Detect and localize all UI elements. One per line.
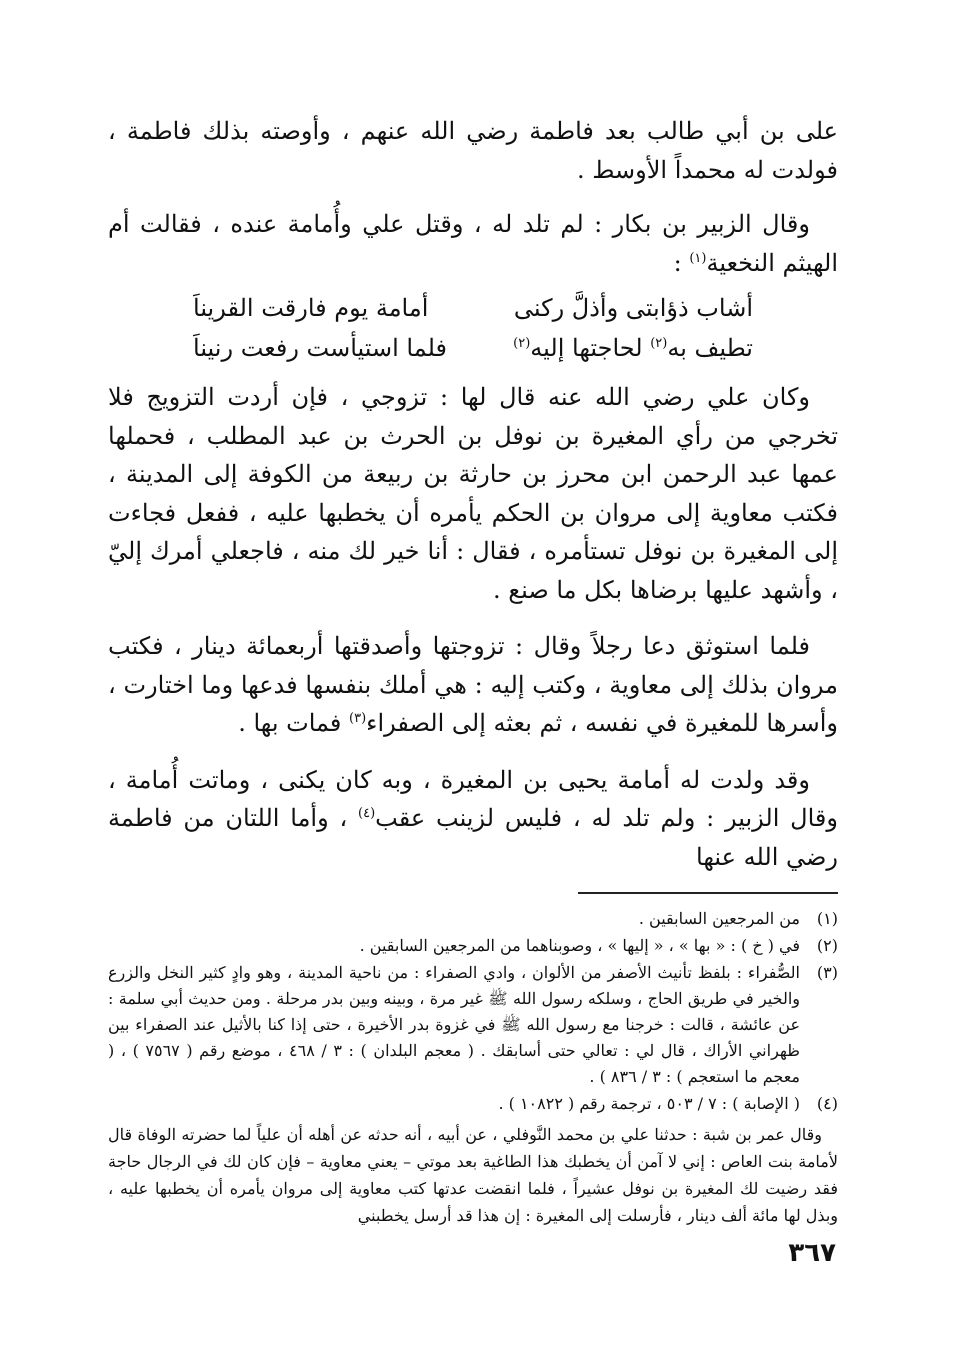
paragraph-2-end: : — [673, 248, 690, 277]
footnote-2 — [108, 933, 838, 959]
footnote-ref-3: (٣) — [349, 711, 367, 726]
footnote-1-text: من المرجعين السابقين . — [638, 909, 800, 928]
paragraph-2 — [108, 205, 838, 282]
poem-line-1-second-hemistich: أمامة يوم فارقت القريناَ — [193, 294, 429, 322]
page-number: ٣٦٧ — [788, 1238, 836, 1268]
poem-line-2-second-hemistich: فلما استيأست رفعت رنيناَ — [193, 334, 448, 362]
footnote-3-text: الصُّفراء : بلفظ تأنيث الأصفر من الألوان ، وادي الصفراء : من ناحية المدينة ، وهو وادٍ كثير النخل والزرع والخير في طريق الحاج ، وسلكه رسول الله ﷺ غير مرة ، وبينه وبين بدر مرحلة . ومن حديث أبي سلمة : عن عائشة ، قالت : خرجنا مع رسول الله ﷺ في غزوة بدر الأخيرة ، حتى إذا كنا بالأثيل عند الصفراء بين ظهراني الأراك ، قال لي : تعالي حتى أسابقك . ( معجم البلدان ) : ٣ / ٤٦٨ ، موضع رقم ( ٧٥٦٧ ) ، ( معجم ما استعجم ) : ٣ / ٨٣٦ ) . — [108, 963, 801, 1086]
paragraph-1-text: على بن أبي طالب بعد فاطمة رضي الله عنهم ، وأوصته بذلك فاطمة ، فولدت له محمداً الأوسط . — [108, 117, 838, 184]
poem-line-2-first-hemistich — [513, 328, 753, 368]
footnote-1-number: (١) — [816, 909, 838, 928]
paragraph-5-text: وقد ولدت له أمامة يحيى بن المغيرة ، وبه كان يكنى ، وماتت أُمامة ، وقال الزبير : ولم تلد له ، فليس لزينب عقب — [108, 765, 838, 832]
poem-line-1 — [193, 288, 753, 328]
paragraph-3 — [108, 378, 838, 609]
footnote-4-text: ( الإصابة ) : ٧ / ٥٠٣ ، ترجمة رقم ( ١٠٨٢٢ ) . — [498, 1094, 800, 1113]
poem-line-1-first-hemistich: أشاب ذؤابتى وأذلَّ ركنى — [513, 294, 753, 322]
footnote-continuation-text: وقال عمر بن شبة : حدثنا علي بن محمد النَّوفلي ، عن أبيه ، أنه حدثه عن أهله أن علياً لما حضرته الوفاة قال لأمامة بنت العاص : إني لا آمن أن يخطبك هذا الطاغية بعد موتي – يعني معاوية – فإن كان لك في الرجال حاجة فقد رضيت لك المغيرة بن نوفل عشيراً ، فلما انقضت عدتها كتب معاوية إلى مروان يأمره أن يخطبها عليه ، وبذل لها مائة ألف دينار ، فأرسلت إلى المغيرة : إن هذا قد أرسل يخطبني — [108, 1125, 838, 1225]
footnote-ref-4: (٤) — [358, 806, 376, 821]
poem-line-2-part-b: لحاجتها إليه — [530, 334, 651, 362]
poem-line-2 — [193, 328, 753, 368]
footnote-2-number: (٢) — [816, 936, 838, 955]
footnotes — [108, 906, 838, 1229]
paragraph-2-text: وقال الزبير بن بكار : لم تلد له ، وقتل علي وأُمامة عنده ، فقالت أم الهيثم النخعية — [108, 210, 838, 277]
footnote-ref-2b: (٢) — [513, 336, 531, 351]
paragraph-5-end: ، وأما اللتان من فاطمة رضي الله عنها — [108, 804, 838, 871]
footnote-2-text: في ( خ ) : « بها » ، « إليها » ، وصوبناهما من المرجعين السابقين . — [359, 936, 800, 955]
footnote-4-number: (٤) — [816, 1094, 838, 1113]
paragraph-1 — [108, 112, 838, 189]
footnote-3 — [108, 960, 838, 1090]
paragraph-4-end: فمات بها . — [238, 709, 350, 737]
footnote-1 — [108, 906, 838, 932]
footnote-separator — [578, 892, 838, 894]
paragraph-5 — [108, 761, 838, 877]
poem-line-2-part-a: تطيف به — [667, 334, 753, 362]
paragraph-3-text: وكان علي رضي الله عنه قال لها : تزوجي ، فإن أردت التزويج فلا تخرجي من رأي المغيرة بن نوفل بن الحرث بن عبد المطلب ، فحملها عمها عبد الرحمن ابن محرز بن حارثة بن ربيعة من الكوفة إلى المدينة ، فكتب معاوية إلى مروان بن الحكم يأمره أن يخطبها عليه ، ففعل فجاءت إلى المغيرة بن نوفل تستأمره ، فقال : أنا خير لك منه ، فاجعلي أمرك إليّ ، وأشهد عليها برضاها بكل ما صنع . — [108, 383, 838, 604]
footnote-3-number: (٣) — [816, 963, 838, 982]
poem-verses — [193, 288, 753, 368]
paragraph-4-text: فلما استوثق دعا رجلاً وقال : تزوجتها وأصدقتها أربعمائة دينار ، فكتب مروان بذلك إلى معاوية ، وكتب إليه : هي أملك بنفسها فدعها وما اختارت ، وأسرها للمغيرة في نفسه ، ثم بعثه إلى الصفراء — [108, 632, 838, 737]
book-page — [108, 112, 838, 1245]
footnote-ref-2a: (٢) — [650, 336, 668, 351]
footnote-4 — [108, 1091, 838, 1117]
footnote-ref-1: (١) — [689, 250, 707, 266]
paragraph-4 — [108, 627, 838, 743]
